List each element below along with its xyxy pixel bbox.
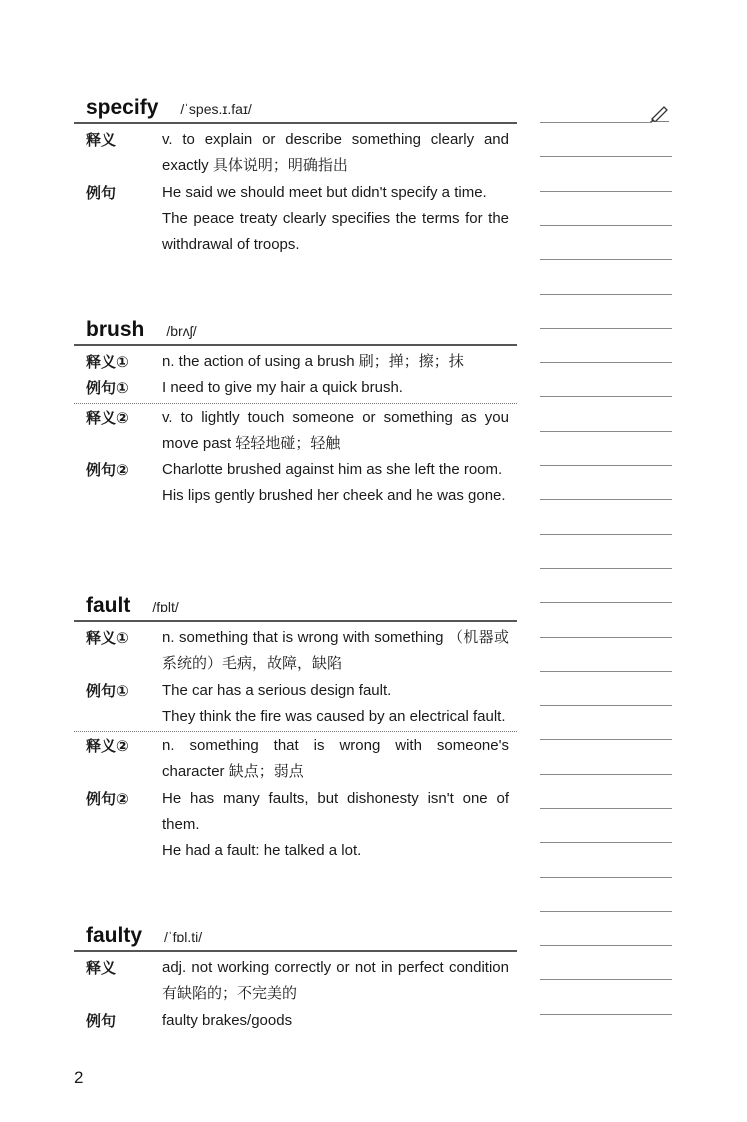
note-line: [540, 568, 672, 569]
note-line: [540, 979, 672, 980]
note-line: [540, 225, 672, 226]
definition-text: v. to lightly touch someone or something as you move past 轻轻地碰；轻触: [162, 408, 509, 452]
pronunciation: /ˈfɒl.ti/: [164, 929, 203, 945]
headword: brush: [86, 318, 145, 341]
example-text: He has many faults, but dishonesty isn't one of them.: [162, 789, 509, 834]
entry-fault: [74, 594, 517, 865]
example-text: His lips gently brushed her cheek and he was gone.: [162, 487, 506, 505]
note-line: [540, 259, 672, 260]
definition-text: v. to explain or describe something clearly and exactly 具体说明；明确指出: [162, 131, 509, 175]
entry-header: [74, 924, 517, 952]
example-label: 例句①: [86, 681, 129, 700]
definition-label: 释义②: [86, 737, 129, 756]
example-label: 例句: [86, 183, 117, 202]
example-text: faulty brakes/goods: [162, 1011, 293, 1029]
example-text: The car has a serious design fault.: [162, 681, 392, 699]
note-line: [540, 191, 672, 192]
example-label: 例句: [86, 1011, 117, 1030]
note-line: [540, 808, 672, 809]
note-line: [540, 842, 672, 843]
example-text: He had a fault: he talked a lot.: [162, 842, 362, 860]
example-text: He said we should meet but didn't specify a time.: [162, 183, 487, 201]
note-line: [540, 534, 672, 535]
note-line: [540, 396, 672, 397]
note-line: [540, 705, 672, 706]
note-line: [540, 637, 672, 638]
definition-label: 释义: [86, 131, 117, 149]
example-text: Charlotte brushed against him as she left the room.: [162, 461, 503, 479]
headword: faulty: [86, 924, 143, 947]
definition-label: 释义①: [86, 353, 129, 371]
note-line: [540, 362, 672, 363]
note-line: [540, 1014, 672, 1015]
entry-header: [74, 96, 517, 124]
example-label: 例句②: [86, 789, 129, 808]
example-label: 例句①: [86, 379, 129, 398]
note-line: [540, 431, 672, 432]
definition-text: n. something that is wrong with someone's character 缺点；弱点: [162, 737, 509, 781]
pronunciation: /fɒlt/: [152, 599, 179, 615]
entry-specify: [74, 96, 517, 258]
definition-label: 释义②: [86, 408, 129, 427]
definition-label: 释义: [86, 959, 117, 977]
note-line: [540, 911, 672, 912]
note-line: [540, 499, 672, 500]
definition-text: adj. not working correctly or not in perfect condition 有缺陷的；不完美的: [162, 959, 509, 1003]
example-text: The peace treaty clearly specifies the terms for the withdrawal of troops.: [162, 209, 509, 254]
page-number: 2: [74, 1068, 84, 1087]
note-line: [540, 739, 672, 740]
pencil-icon: [650, 104, 670, 122]
example-text: They think the fire was caused by an electrical fault.: [162, 707, 506, 725]
entry-faulty: [74, 924, 517, 1034]
pronunciation: /brʌʃ/: [166, 323, 197, 339]
example-text: I need to give my hair a quick brush.: [162, 379, 403, 397]
definition-label: 释义①: [86, 629, 129, 647]
pronunciation: /ˈspes.ɪ.faɪ/: [180, 101, 252, 117]
note-line: [540, 945, 672, 946]
note-line: [540, 671, 672, 672]
note-line: [540, 465, 672, 466]
entry-header: [74, 594, 517, 622]
note-line: [540, 294, 672, 295]
note-line: [540, 877, 672, 878]
definition-text: n. something that is wrong with something （机器或系统的）毛病，故障，缺陷: [162, 629, 509, 673]
sense-divider: [74, 731, 517, 732]
note-line: [540, 328, 672, 329]
note-line: [540, 156, 672, 157]
note-line: [540, 774, 672, 775]
sense-divider: [74, 403, 517, 404]
note-line: [540, 602, 672, 603]
headword: specify: [86, 96, 159, 119]
example-label: 例句②: [86, 461, 129, 480]
headword: fault: [86, 594, 131, 617]
entry-header: [74, 318, 517, 346]
definition-text: n. the action of using a brush 刷；掸；擦；抹: [162, 353, 464, 370]
note-line: [540, 122, 652, 123]
entry-brush: [74, 318, 517, 510]
